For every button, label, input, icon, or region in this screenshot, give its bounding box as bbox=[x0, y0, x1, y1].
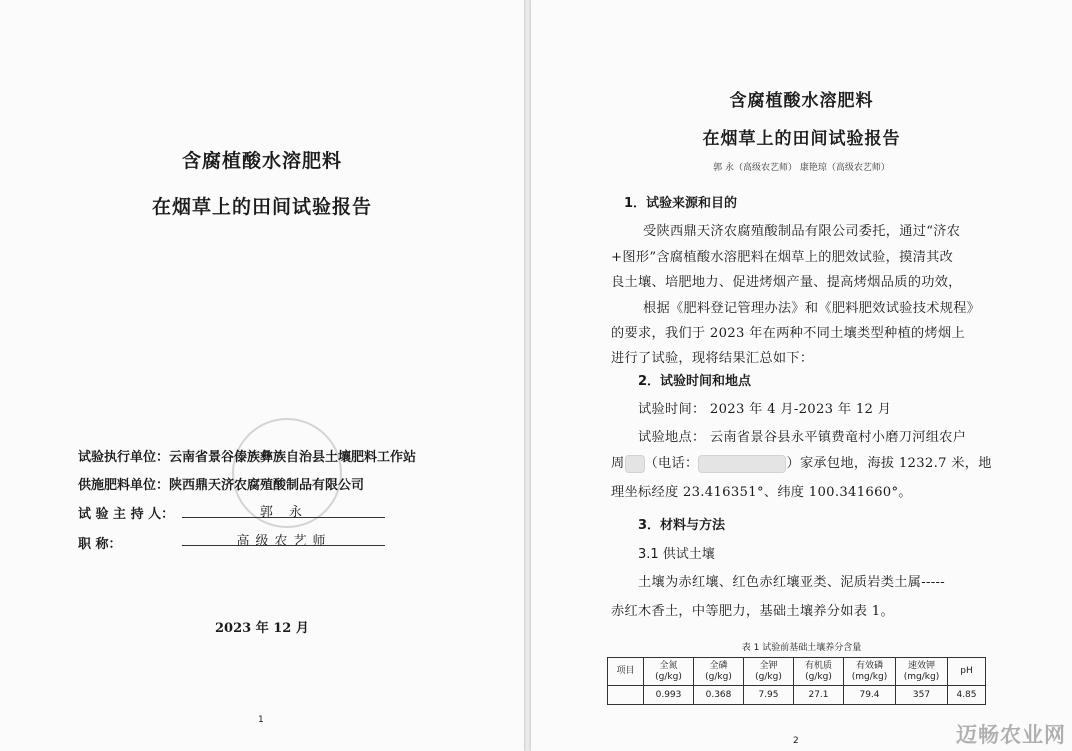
trial-place-line3: 理坐标经度 23.416351°、纬度 100.341660°。 bbox=[611, 485, 912, 500]
soil-line1: 土壤为赤红壤、红色赤红壤亚类、泥质岩类土属----- bbox=[638, 575, 946, 590]
execution-unit-value: 云南省景谷傣族彝族自治县土壤肥料工作站 bbox=[169, 450, 417, 465]
subsection-3-1-heading: 3.1 供试土壤 bbox=[638, 547, 715, 562]
report-body-page bbox=[531, 0, 1072, 751]
page-number-2: 2 bbox=[793, 736, 799, 746]
section3-heading: 3．材料与方法 bbox=[638, 518, 726, 533]
title-value: 高级农艺师 bbox=[236, 534, 332, 549]
report-cover-page bbox=[0, 0, 524, 751]
host-label: 试 验 主 持 人： bbox=[78, 507, 175, 522]
trial-place-line2 bbox=[611, 452, 992, 473]
report-authors: 郭 永（高级农艺师） 康艳琼（高级农艺师） bbox=[713, 163, 890, 173]
redacted-phone bbox=[698, 455, 786, 473]
header-total-n: 全氮 (g/kg) bbox=[644, 658, 694, 686]
header-available-p: 有效磷 (mg/kg) bbox=[844, 658, 896, 686]
report-title-line2: 在烟草上的田间试验报告 bbox=[702, 129, 901, 149]
title-underline bbox=[182, 545, 385, 546]
place-line2-part3: ）家承包地，海拔 1232.7 米，地 bbox=[786, 456, 992, 471]
table-header-row bbox=[608, 658, 986, 686]
cover-date: 2023 年 12 月 bbox=[215, 621, 309, 636]
supplier-unit-value: 陕西鼎天济农腐殖酸制品有限公司 bbox=[169, 478, 365, 493]
table-cell: 4.85 bbox=[948, 686, 986, 705]
s1-line2: +图形”含腐植酸水溶肥料在烟草上的肥效试验，摸清其改 bbox=[611, 250, 954, 265]
execution-unit-label: 试验执行单位： bbox=[78, 450, 170, 465]
table-cell: 0.993 bbox=[644, 686, 694, 705]
supplier-unit-field bbox=[78, 474, 364, 493]
header-total-p: 全磷 (g/kg) bbox=[694, 658, 744, 686]
table-cell: 357 bbox=[896, 686, 948, 705]
header-organic-matter: 有机质 (g/kg) bbox=[794, 658, 844, 686]
s1-line5: 的要求，我们于 2023 年在两种不同土壤类型种植的烤烟上 bbox=[611, 326, 965, 341]
cover-title-line1: 含腐植酸水溶肥料 bbox=[181, 150, 342, 172]
trial-time: 试验时间： 2023 年 4 月-2023 年 12 月 bbox=[638, 402, 892, 417]
s1-line4: 根据《肥料登记管理办法》和《肥料肥效试验技术规程》 bbox=[643, 301, 981, 316]
host-underline bbox=[182, 517, 385, 518]
table-cell bbox=[608, 686, 644, 705]
section2-heading: 2．试验时间和地点 bbox=[638, 374, 752, 389]
header-item: 项目 bbox=[608, 658, 644, 686]
header-total-k: 全钾 (g/kg) bbox=[744, 658, 794, 686]
section1-heading: 1．试验来源和目的 bbox=[624, 196, 738, 211]
trial-place-line1: 试验地点： 云南省景谷县永平镇费竜村小磨刀河组农户 bbox=[638, 430, 967, 445]
table-cell: 7.95 bbox=[744, 686, 794, 705]
s1-line6: 进行了试验，现将结果汇总如下： bbox=[611, 351, 814, 366]
report-title-line1: 含腐植酸水溶肥料 bbox=[729, 91, 874, 111]
table-cell: 0.368 bbox=[694, 686, 744, 705]
table-row bbox=[608, 686, 986, 705]
table-cell: 79.4 bbox=[844, 686, 896, 705]
place-line2-part2: （电话： bbox=[644, 456, 699, 471]
table-caption: 表 1 试验前基础土壤养分含量 bbox=[741, 643, 862, 653]
soil-line2: 赤红木香土，中等肥力，基础土壤养分如表 1。 bbox=[611, 604, 894, 619]
s1-line3: 良土壤、培肥地力、促进烤烟产量、提高烤烟品质的功效， bbox=[611, 275, 962, 290]
place-line2-part1: 周 bbox=[611, 456, 625, 471]
supplier-unit-label: 供施肥料单位： bbox=[78, 478, 170, 493]
table-cell: 27.1 bbox=[794, 686, 844, 705]
header-ph: pH bbox=[948, 658, 986, 686]
cover-title-line2: 在烟草上的田间试验报告 bbox=[151, 196, 372, 218]
header-available-k: 速效钾 (mg/kg) bbox=[896, 658, 948, 686]
host-value: 郭 永 bbox=[259, 505, 309, 520]
s1-line1: 受陕西鼎天济农腐殖酸制品有限公司委托，通过“济农 bbox=[643, 224, 961, 239]
soil-nutrient-table bbox=[607, 657, 986, 705]
site-watermark: 迈畅农业网 bbox=[956, 723, 1066, 747]
redacted-name bbox=[625, 455, 645, 473]
execution-unit-field bbox=[78, 446, 416, 465]
title-label: 职 称： bbox=[78, 537, 122, 552]
page-number-1: 1 bbox=[258, 715, 264, 725]
